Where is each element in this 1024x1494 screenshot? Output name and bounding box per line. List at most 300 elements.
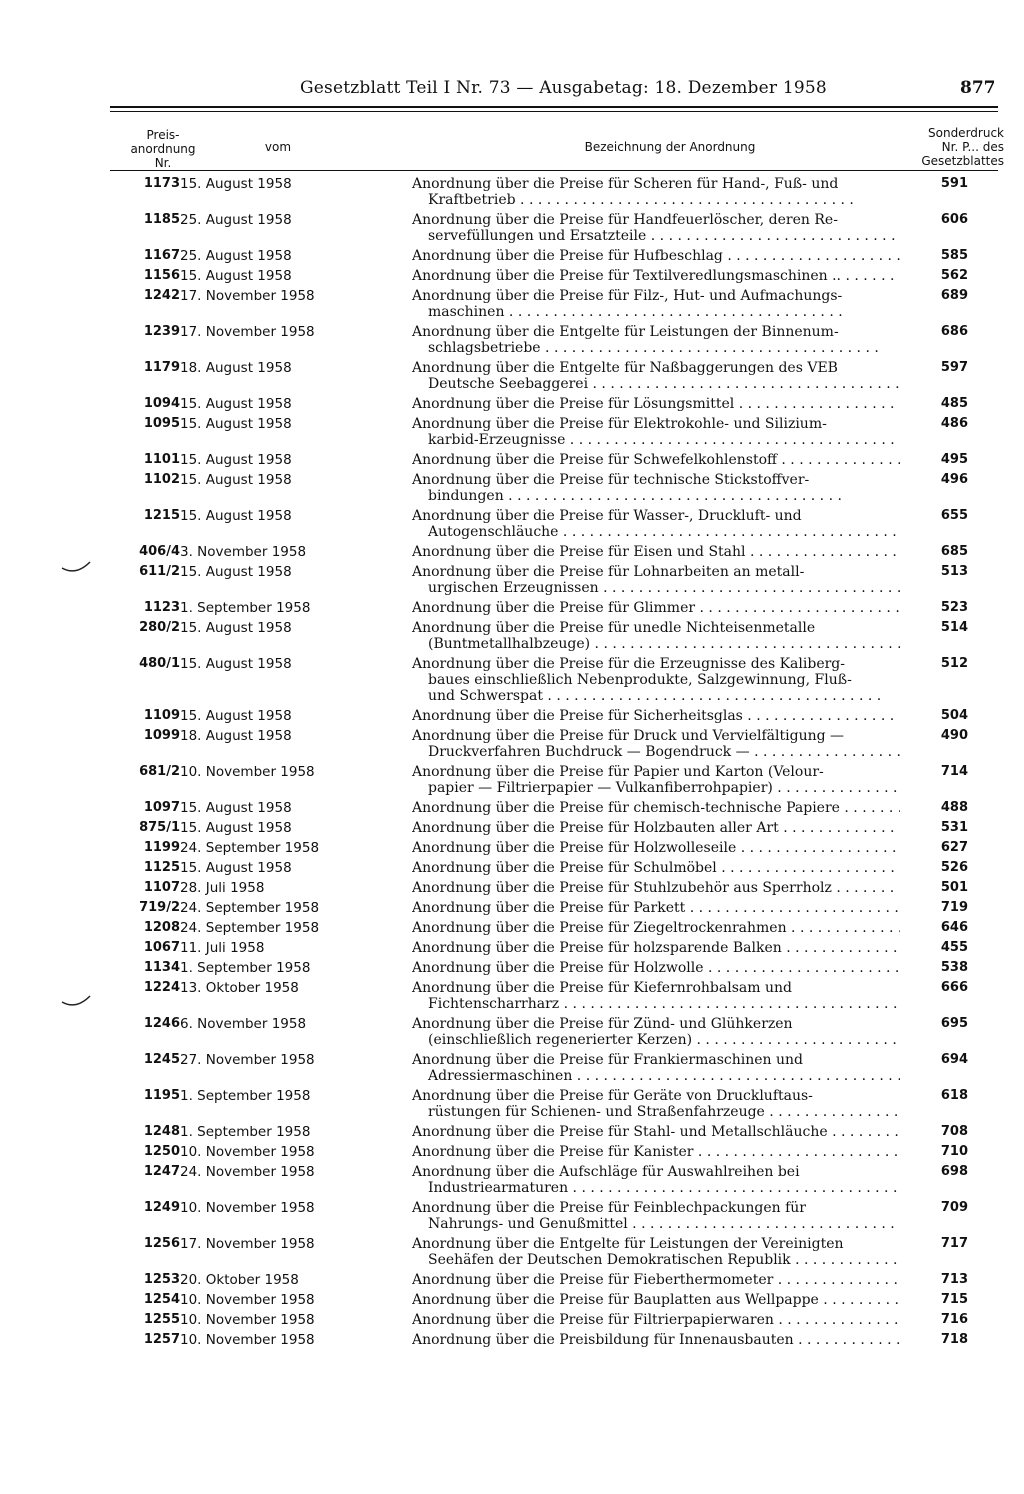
ordinance-description [412, 820, 900, 840]
table-row [108, 860, 968, 880]
description-line: Anordnung über die Preise für Glimmer . . . [412, 600, 900, 616]
dot-leader [717, 860, 900, 876]
ordinance-date: 15. August 1958 [180, 176, 292, 192]
ordinance-number: 611/2 [139, 564, 180, 579]
description-line: Anordnung über die Preise für Holzwolleseile . . . [412, 840, 900, 856]
sonderdruck-page: 585 [940, 248, 968, 263]
ordinance-description [412, 268, 900, 288]
table-row [108, 452, 968, 472]
ordinance-date: 15. August 1958 [180, 268, 292, 284]
description-line: Anordnung über die Preise für Papier und Karton (Velour- [412, 764, 824, 780]
table-row [108, 416, 968, 452]
ordinance-date: 10. November 1958 [180, 1312, 315, 1328]
dot-leader [568, 1180, 900, 1196]
sonderdruck-page: 513 [940, 564, 968, 579]
table-row [108, 820, 968, 840]
table-row [108, 1312, 968, 1332]
table-row [108, 980, 968, 1016]
table-row [108, 708, 968, 728]
description-line: Kraftbetrieb . . . [412, 192, 900, 208]
page-number: 877 [960, 78, 996, 98]
ordinance-number: 1255 [143, 1312, 180, 1327]
dot-leader [791, 1252, 900, 1268]
ordinance-number: 1247 [143, 1164, 180, 1179]
description-line: Anordnung über die Preise für Bauplatten aus Wellpappe . . . [412, 1292, 900, 1308]
dot-leader [840, 800, 900, 816]
ordinance-description [412, 1088, 900, 1124]
sonderdruck-page: 562 [940, 268, 968, 283]
sonderdruck-page: 488 [940, 800, 968, 815]
description-line: Anordnung über die Preise für Handfeuerlöscher, deren Re- [412, 212, 838, 228]
description-line: Anordnung über die Preise für Fieberthermometer . . . [412, 1272, 900, 1288]
description-line: servefüllungen und Ersatzteile . . . [412, 228, 900, 244]
ordinance-date: 25. August 1958 [180, 212, 292, 228]
ordinance-date: 3. November 1958 [180, 544, 307, 560]
ordinance-date: 15. August 1958 [180, 800, 292, 816]
dot-leader [773, 780, 900, 796]
ordinance-description [412, 900, 900, 920]
ordinance-number: 1185 [143, 212, 180, 227]
sonderdruck-page: 666 [940, 980, 968, 995]
description-line: Anordnung über die Preise für Schwefelkohlenstoff . . . [412, 452, 900, 468]
ordinance-number: 1239 [143, 324, 180, 339]
dot-leader [541, 340, 879, 356]
page-header-title: Gesetzblatt Teil I Nr. 73 — Ausgabetag: 18. Dezember 1958 [300, 78, 827, 98]
dot-leader [590, 636, 900, 652]
ordinance-description [412, 1144, 900, 1164]
dot-leader [646, 228, 900, 244]
sonderdruck-page: 718 [940, 1332, 968, 1347]
ordinance-description [412, 1200, 900, 1236]
ordinance-description [412, 1164, 900, 1200]
ordinance-number: 1123 [143, 600, 180, 615]
description-line: Anordnung über die Preise für Schulmöbel . . . [412, 860, 900, 876]
description-line: Anordnung über die Preise für Filz-, Hut- und Aufmachungs- [412, 288, 843, 304]
ordinance-date: 15. August 1958 [180, 656, 292, 672]
sonderdruck-page: 504 [940, 708, 968, 723]
dot-leader [572, 1068, 900, 1084]
table-row [108, 268, 968, 288]
description-line: urgischen Erzeugnissen . . . [412, 580, 900, 596]
sonderdruck-page: 538 [940, 960, 968, 975]
sonderdruck-page: 514 [940, 620, 968, 635]
description-line: Deutsche Seebaggerei . . . [412, 376, 900, 392]
ordinance-date: 20. Oktober 1958 [180, 1272, 299, 1288]
description-line: Anordnung über die Preise für Frankiermaschinen und [412, 1052, 804, 1068]
ordinance-date: 10. November 1958 [180, 1144, 315, 1160]
dot-leader [565, 432, 900, 448]
sonderdruck-page: 698 [940, 1164, 968, 1179]
table-row [108, 728, 968, 764]
description-line: Anordnung über die Preise für Wasser-, Druckluft- und [412, 508, 802, 524]
sonderdruck-page: 686 [940, 324, 968, 339]
ordinance-description [412, 600, 900, 620]
table-row [108, 620, 968, 656]
dot-leader [504, 304, 842, 320]
sonderdruck-page: 490 [940, 728, 968, 743]
description-line: Anordnung über die Preise für Stahl- und Metallschläuche . . . [412, 1124, 900, 1140]
column-header-rule [110, 170, 998, 171]
sonderdruck-page: 512 [940, 656, 968, 671]
dot-leader [588, 376, 900, 392]
header-rule [110, 106, 998, 108]
ordinance-date: 28. Juli 1958 [180, 880, 265, 896]
ordinance-number: 1199 [143, 840, 180, 855]
table-row [108, 1124, 968, 1144]
sonderdruck-page: 523 [940, 600, 968, 615]
ordinance-number: 1099 [143, 728, 180, 743]
table-row [108, 1144, 968, 1164]
sonderdruck-page: 719 [940, 900, 968, 915]
ordinance-date: 13. Oktober 1958 [180, 980, 299, 996]
description-line: Anordnung über die Preise für Sicherheitsglas . . . [412, 708, 900, 724]
ordinance-date: 15. August 1958 [180, 452, 292, 468]
description-line: baues einschließlich Nebenprodukte, Salzgewinnung, Fluß- [428, 672, 852, 688]
sonderdruck-page: 695 [940, 1016, 968, 1031]
ordinance-date: 6. November 1958 [180, 1016, 307, 1032]
column-header-sonderdruck-line: Gesetzblattes [921, 154, 1004, 168]
description-line: Industriearmaturen . . . [412, 1180, 900, 1196]
ordinance-number: 1224 [143, 980, 180, 995]
sonderdruck-page: 710 [940, 1144, 968, 1159]
description-line: Anordnung über die Preise für Lösungsmittel . . . [412, 396, 900, 412]
table-row [108, 544, 968, 564]
ordinance-number: 875/1 [139, 820, 180, 835]
sonderdruck-page: 597 [940, 360, 968, 375]
dot-leader [558, 524, 896, 540]
ordinance-number: 1250 [143, 1144, 180, 1159]
description-line: Anordnung über die Preise für Filtrierpapierwaren . . . [412, 1312, 900, 1328]
description-line: Nahrungs- und Genußmittel . . . [412, 1216, 900, 1232]
sonderdruck-page: 486 [940, 416, 968, 431]
description-line: Anordnung über die Preise für chemisch-technische Papiere . . . [412, 800, 900, 816]
description-line: Anordnung über die Preisbildung für Innenausbauten . . . [412, 1332, 900, 1348]
table-row [108, 212, 968, 248]
ordinance-date: 24. September 1958 [180, 900, 320, 916]
sonderdruck-page: 501 [940, 880, 968, 895]
ordinance-number: 1195 [143, 1088, 180, 1103]
description-line: Anordnung über die Preise für Feinblechpackungen für [412, 1200, 806, 1216]
margin-mark [58, 552, 98, 582]
table-row [108, 1088, 968, 1124]
ordinance-description [412, 656, 900, 708]
sonderdruck-page: 689 [940, 288, 968, 303]
sonderdruck-page: 606 [940, 212, 968, 227]
ordinance-number: 681/2 [139, 764, 180, 779]
ordinance-description [412, 324, 900, 360]
ordinance-date: 25. August 1958 [180, 248, 292, 264]
sonderdruck-page: 694 [940, 1052, 968, 1067]
ordinance-date: 15. August 1958 [180, 396, 292, 412]
table-row [108, 472, 968, 508]
ordinance-number: 1109 [143, 708, 180, 723]
column-header-nr-line: Preis- [146, 128, 180, 142]
dot-leader [841, 268, 900, 284]
ordinance-date: 1. September 1958 [180, 1124, 311, 1140]
ordinance-number: 1173 [143, 176, 180, 191]
margin-mark [58, 988, 98, 1018]
ordinance-number: 1245 [143, 1052, 180, 1067]
description-line: Anordnung über die Preise für Holzbauten aller Art . . . [412, 820, 900, 836]
ordinance-number: 1095 [143, 416, 180, 431]
ordinance-number: 1246 [143, 1016, 180, 1031]
dot-leader [794, 1332, 900, 1348]
column-header-nr-line: Nr. [154, 156, 172, 170]
dot-leader [693, 1144, 900, 1160]
sonderdruck-page: 526 [940, 860, 968, 875]
ordinance-date: 24. November 1958 [180, 1164, 315, 1180]
sonderdruck-page: 685 [940, 544, 968, 559]
dot-leader [746, 544, 900, 560]
table-row [108, 564, 968, 600]
column-header-nr-line: anordnung [130, 142, 196, 156]
dot-leader [832, 880, 900, 896]
ordinance-date: 10. November 1958 [180, 1200, 315, 1216]
dot-leader [734, 396, 900, 412]
ordinance-description [412, 920, 900, 940]
dot-leader [516, 192, 854, 208]
ordinance-description [412, 360, 900, 396]
ordinance-number: 1156 [143, 268, 180, 283]
ordinance-description [412, 416, 900, 452]
dot-leader [599, 580, 900, 596]
sonderdruck-page: 713 [940, 1272, 968, 1287]
sonderdruck-page: 495 [940, 452, 968, 467]
description-line: Seehäfen der Deutschen Demokratischen Republik . . . [412, 1252, 900, 1268]
ordinance-description [412, 1312, 900, 1332]
ordinance-description [412, 708, 900, 728]
ordinance-number: 1242 [143, 288, 180, 303]
ordinance-description [412, 1052, 900, 1088]
ordinance-description [412, 1016, 900, 1052]
dot-leader [692, 1032, 900, 1048]
ordinance-number: 1167 [143, 248, 180, 263]
table-row [108, 1052, 968, 1088]
table-row [108, 764, 968, 800]
ordinance-description [412, 1332, 900, 1352]
ordinance-description [412, 1236, 900, 1272]
header-rule-thin [110, 111, 998, 112]
dot-leader [750, 744, 900, 760]
ordinance-description [412, 472, 900, 508]
description-line: schlagsbetriebe . . . [412, 340, 900, 356]
description-line: Anordnung über die Preise für Stuhlzubehör aus Sperrholz . . . [412, 880, 900, 896]
table-row [108, 1164, 968, 1200]
dot-leader [743, 708, 900, 724]
description-line: rüstungen für Schienen- und Straßenfahrzeuge . . . [412, 1104, 900, 1120]
ordinance-date: 15. August 1958 [180, 508, 292, 524]
description-line: Anordnung über die Preise für Zünd- und Glühkerzen [412, 1016, 793, 1032]
ordinance-description [412, 840, 900, 860]
ordinance-description [412, 1124, 900, 1144]
description-line: Fichtenscharrharz . . . [412, 996, 900, 1012]
sonderdruck-page: 715 [940, 1292, 968, 1307]
dot-leader [828, 1124, 900, 1140]
dot-leader [773, 1272, 900, 1288]
description-line: Anordnung über die Preise für Eisen und Stahl . . . [412, 544, 900, 560]
description-line: Anordnung über die Entgelte für Leistungen der Binnenum- [412, 324, 839, 340]
table-row [108, 920, 968, 940]
ordinance-date: 24. September 1958 [180, 920, 320, 936]
table-row [108, 396, 968, 416]
ordinance-date: 15. August 1958 [180, 708, 292, 724]
ordinance-number: 719/2 [139, 900, 180, 915]
description-line: Anordnung über die Preise für Kiefernrohbalsam und [412, 980, 792, 996]
dot-leader [504, 488, 842, 504]
description-line: Anordnung über die Preise für Parkett . . . [412, 900, 900, 916]
ordinance-description [412, 1292, 900, 1312]
description-line: papier — Filtrierpapier — Vulkanfiberrohpapier) . . . [412, 780, 900, 796]
column-header-vom: vom [264, 140, 292, 154]
ordinance-table [108, 176, 968, 1352]
description-line: und Schwerspat . . . [412, 688, 900, 704]
description-line: Anordnung über die Preise für Holzwolle . . . [412, 960, 900, 976]
sonderdruck-page: 714 [940, 764, 968, 779]
ordinance-date: 15. August 1958 [180, 860, 292, 876]
ordinance-date: 15. August 1958 [180, 416, 292, 432]
ordinance-number: 406/4 [139, 544, 180, 559]
dot-leader [559, 996, 897, 1012]
table-row [108, 1292, 968, 1312]
ordinance-number: 280/2 [139, 620, 180, 635]
description-line: Anordnung über die Preise für Geräte von Druckluftaus- [412, 1088, 813, 1104]
ordinance-number: 1253 [143, 1272, 180, 1287]
dot-leader [628, 1216, 900, 1232]
dot-leader [765, 1104, 900, 1120]
table-row [108, 248, 968, 268]
sonderdruck-page: 496 [940, 472, 968, 487]
column-header-sonderdruck [894, 126, 1004, 168]
column-header-sonderdruck-line: Sonderdruck [928, 126, 1004, 140]
table-row [108, 940, 968, 960]
table-row [108, 1016, 968, 1052]
description-line: Anordnung über die Aufschläge für Auswahlreihen bei [412, 1164, 800, 1180]
table-row [108, 1236, 968, 1272]
ordinance-number: 1134 [143, 960, 180, 975]
ordinance-number: 1257 [143, 1332, 180, 1347]
sonderdruck-page: 709 [940, 1200, 968, 1215]
sonderdruck-page: 708 [940, 1124, 968, 1139]
dot-leader [787, 920, 900, 936]
ordinance-date: 15. August 1958 [180, 820, 292, 836]
ordinance-description [412, 940, 900, 960]
table-row [108, 656, 968, 708]
description-line: Anordnung über die Entgelte für Naßbaggerungen des VEB [412, 360, 838, 376]
description-line: Anordnung über die Preise für Kanister . . . [412, 1144, 900, 1160]
ordinance-date: 1. September 1958 [180, 1088, 311, 1104]
sonderdruck-page: 618 [940, 1088, 968, 1103]
description-line: Anordnung über die Preise für Scheren für Hand-, Fuß- und [412, 176, 839, 192]
ordinance-description [412, 620, 900, 656]
ordinance-description [412, 728, 900, 764]
ordinance-description [412, 452, 900, 472]
description-line: (einschließlich regenerierter Kerzen) . . . [412, 1032, 900, 1048]
description-line: Anordnung über die Preise für unedle Nichteisenmetalle [412, 620, 816, 636]
ordinance-description [412, 860, 900, 880]
table-row [108, 1200, 968, 1236]
table-row [108, 900, 968, 920]
ordinance-date: 1. September 1958 [180, 600, 311, 616]
sonderdruck-page: 485 [940, 396, 968, 411]
ordinance-date: 10. November 1958 [180, 1292, 315, 1308]
description-line: Anordnung über die Preise für die Erzeugnisse des Kaliberg- [412, 656, 845, 672]
ordinance-description [412, 544, 900, 564]
description-line: bindungen . . . [412, 488, 900, 504]
sonderdruck-page: 591 [940, 176, 968, 191]
ordinance-number: 1179 [143, 360, 180, 375]
ordinance-number: 1094 [143, 396, 180, 411]
table-row [108, 324, 968, 360]
ordinance-description [412, 248, 900, 268]
ordinance-number: 1102 [143, 472, 180, 487]
ordinance-description [412, 800, 900, 820]
ordinance-number: 1101 [143, 452, 180, 467]
table-row [108, 1272, 968, 1292]
ordinance-number: 1256 [143, 1236, 180, 1251]
ordinance-date: 15. August 1958 [180, 620, 292, 636]
ordinance-description [412, 564, 900, 600]
table-row [108, 1332, 968, 1352]
ordinance-description [412, 396, 900, 416]
ordinance-description [412, 1272, 900, 1292]
ordinance-description [412, 980, 900, 1016]
ordinance-date: 10. November 1958 [180, 1332, 315, 1348]
sonderdruck-page: 716 [940, 1312, 968, 1327]
sonderdruck-page: 717 [940, 1236, 968, 1251]
table-row [108, 840, 968, 860]
description-line: Anordnung über die Preise für Ziegeltrockenrahmen . . . [412, 920, 900, 936]
sonderdruck-page: 455 [940, 940, 968, 955]
description-line: Anordnung über die Preise für Elektrokohle- und Silizium- [412, 416, 827, 432]
ordinance-number: 1208 [143, 920, 180, 935]
ordinance-date: 17. November 1958 [180, 1236, 315, 1252]
description-line: maschinen . . . [412, 304, 900, 320]
ordinance-date: 24. September 1958 [180, 840, 320, 856]
description-line: Adressiermaschinen . . . [412, 1068, 900, 1084]
description-line: Anordnung über die Preise für Lohnarbeiten an metall- [412, 564, 805, 580]
ordinance-number: 1248 [143, 1124, 180, 1139]
sonderdruck-page: 646 [940, 920, 968, 935]
ordinance-description [412, 212, 900, 248]
ordinance-date: 17. November 1958 [180, 288, 315, 304]
description-line: (Buntmetallhalbzeuge) . . . [412, 636, 900, 652]
description-line: Anordnung über die Preise für holzsparende Balken . . . [412, 940, 900, 956]
dot-leader [695, 600, 900, 616]
ordinance-description [412, 960, 900, 980]
ordinance-number: 1097 [143, 800, 180, 815]
column-header-bezeichnung: Bezeichnung der Anordnung [584, 140, 756, 154]
ordinance-description [412, 764, 900, 800]
ordinance-date: 15. August 1958 [180, 472, 292, 488]
table-row [108, 960, 968, 980]
table-row [108, 176, 968, 212]
table-row [108, 508, 968, 544]
ordinance-description [412, 880, 900, 900]
ordinance-number: 1254 [143, 1292, 180, 1307]
description-line: Anordnung über die Preise für technische Stickstoffver- [412, 472, 810, 488]
ordinance-number: 480/1 [139, 656, 180, 671]
ordinance-date: 18. August 1958 [180, 728, 292, 744]
ordinance-number: 1107 [143, 880, 180, 895]
ordinance-date: 18. August 1958 [180, 360, 292, 376]
dot-leader [779, 820, 900, 836]
ordinance-number: 1249 [143, 1200, 180, 1215]
ordinance-description [412, 288, 900, 324]
dot-leader [704, 960, 900, 976]
dot-leader [736, 840, 900, 856]
ordinance-date: 15. August 1958 [180, 564, 292, 580]
description-line: Druckverfahren Buchdruck — Bogendruck — . . . [412, 744, 900, 760]
